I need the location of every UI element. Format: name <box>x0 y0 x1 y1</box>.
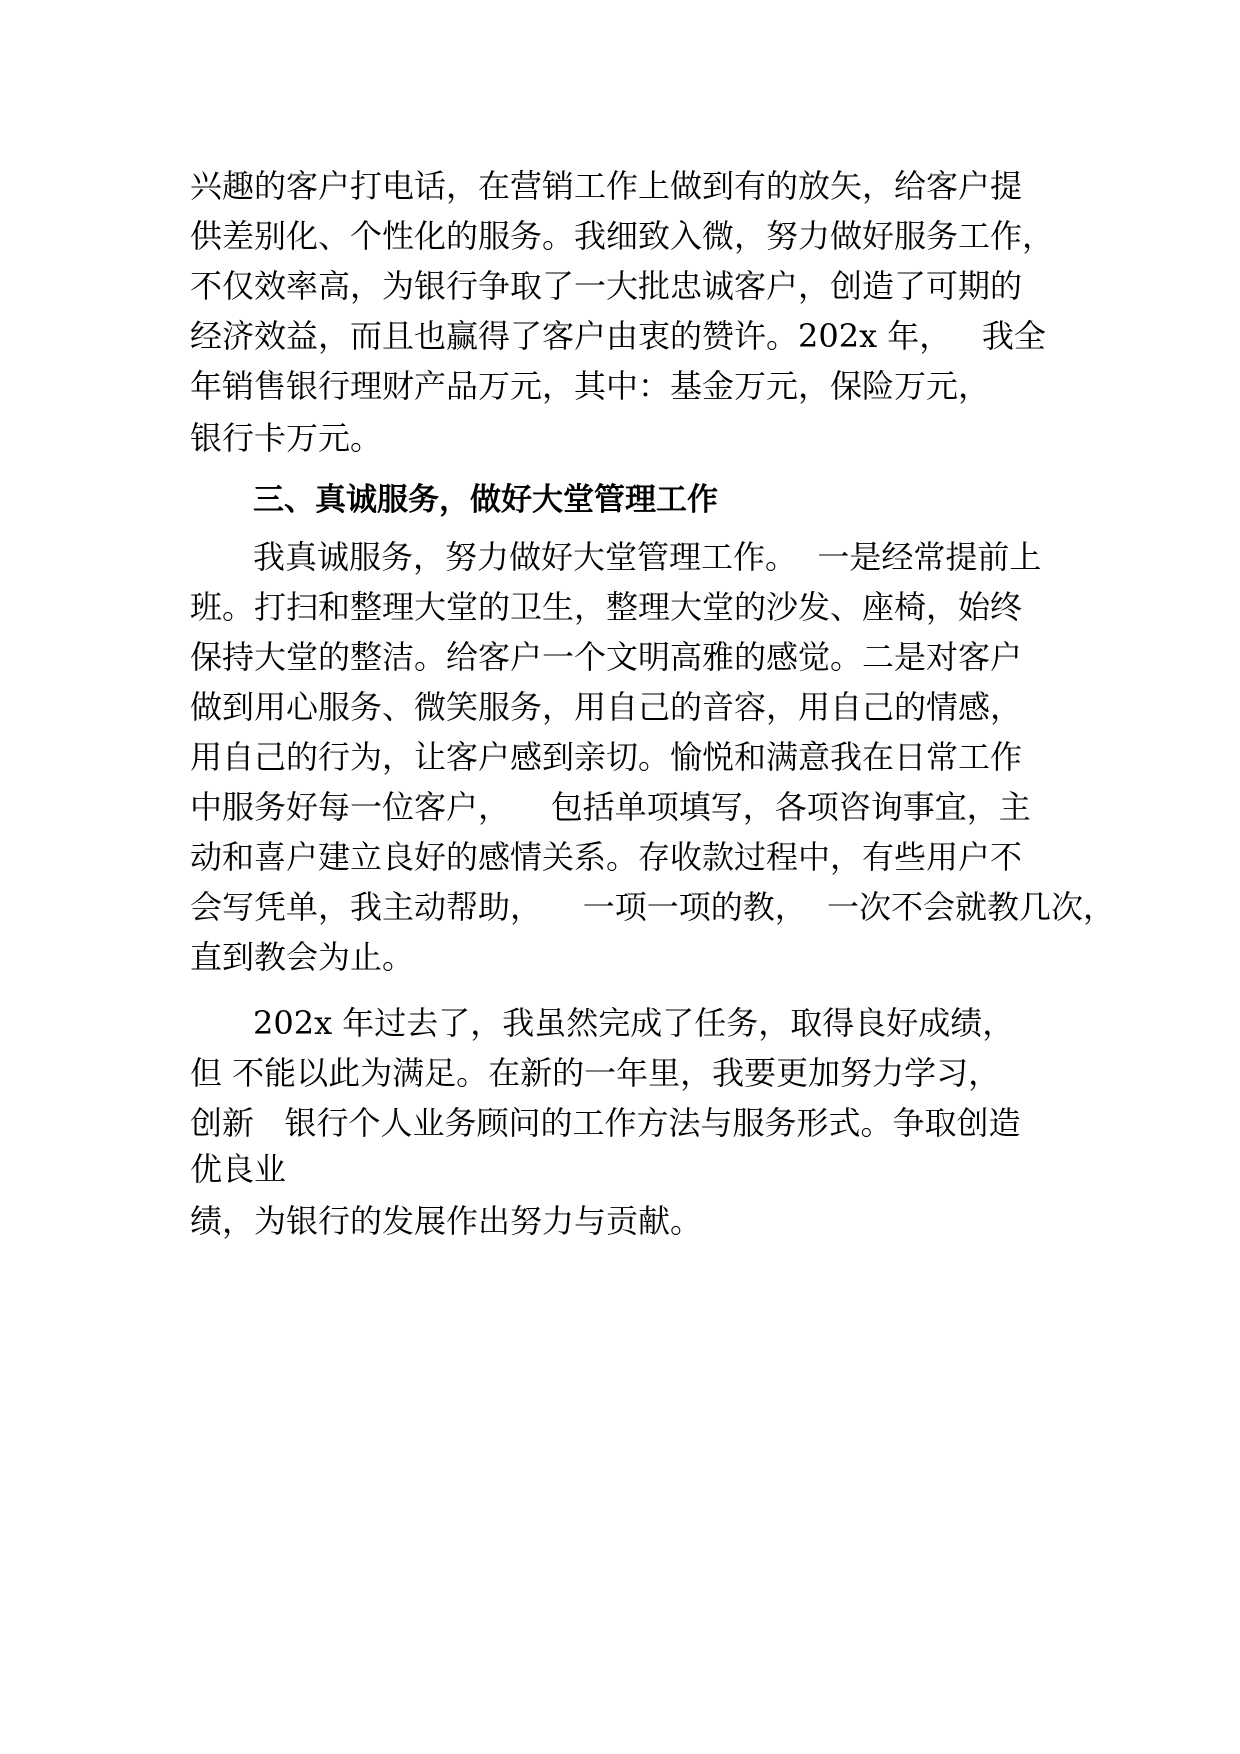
text-line: 做到用心服务、微笑服务，用自己的音容，用自己的情感， <box>190 688 1023 726</box>
text-line: 兴趣的客户打电话，在营销工作上做到有的放矢，给客户提 <box>190 167 1023 205</box>
text-line: 直到教会为止。 <box>190 938 415 976</box>
text-line: 年销售银行理财产品万元，其中：基金万元，保险万元， <box>190 367 991 405</box>
section-heading: 三、真诚服务，做好大堂管理工作 <box>253 482 718 518</box>
text-line: 我真诚服务，努力做好大堂管理工作。 一是经常提前上 <box>253 538 1042 576</box>
text-line: 保持大堂的整洁。给客户一个文明高雅的感觉。二是对客户 <box>190 638 1023 676</box>
text-line: 不仅效率高，为银行争取了一大批忠诚客户，创造了可期的 <box>190 267 1023 305</box>
text-line: 供差别化、个性化的服务。我细致入微，努力做好服务工作， <box>190 217 1055 255</box>
text-line: 会写凭单，我主动帮助， 一项一项的教， 一次不会就教几次， <box>190 888 1116 926</box>
text-line: 但 不能以此为满足。在新的一年里，我要更加努力学习， <box>190 1054 1001 1092</box>
text-line: 优良业 <box>190 1150 287 1188</box>
text-line: 经济效益，而且也赢得了客户由衷的赞许。202x 年， 我全 <box>190 317 1046 355</box>
text-line: 银行卡万元。 <box>190 419 383 457</box>
text-line: 中服务好每一位客户， 包括单项填写，各项咨询事宜，主 <box>190 788 1031 826</box>
text-line: 创新 银行个人业务顾问的工作方法与服务形式。争取创造 <box>190 1104 1021 1142</box>
text-line: 202x 年过去了，我虽然完成了任务，取得良好成绩， <box>253 1004 1015 1042</box>
text-line: 动和喜户建立良好的感情关系。存收款过程中，有些用户不 <box>190 838 1023 876</box>
text-line: 用自己的行为，让客户感到亲切。愉悦和满意我在日常工作 <box>190 738 1023 776</box>
text-line: 班。打扫和整理大堂的卫生，整理大堂的沙发、座椅，始终 <box>190 588 1023 626</box>
text-line: 绩，为银行的发展作出努力与贡献。 <box>190 1202 703 1240</box>
